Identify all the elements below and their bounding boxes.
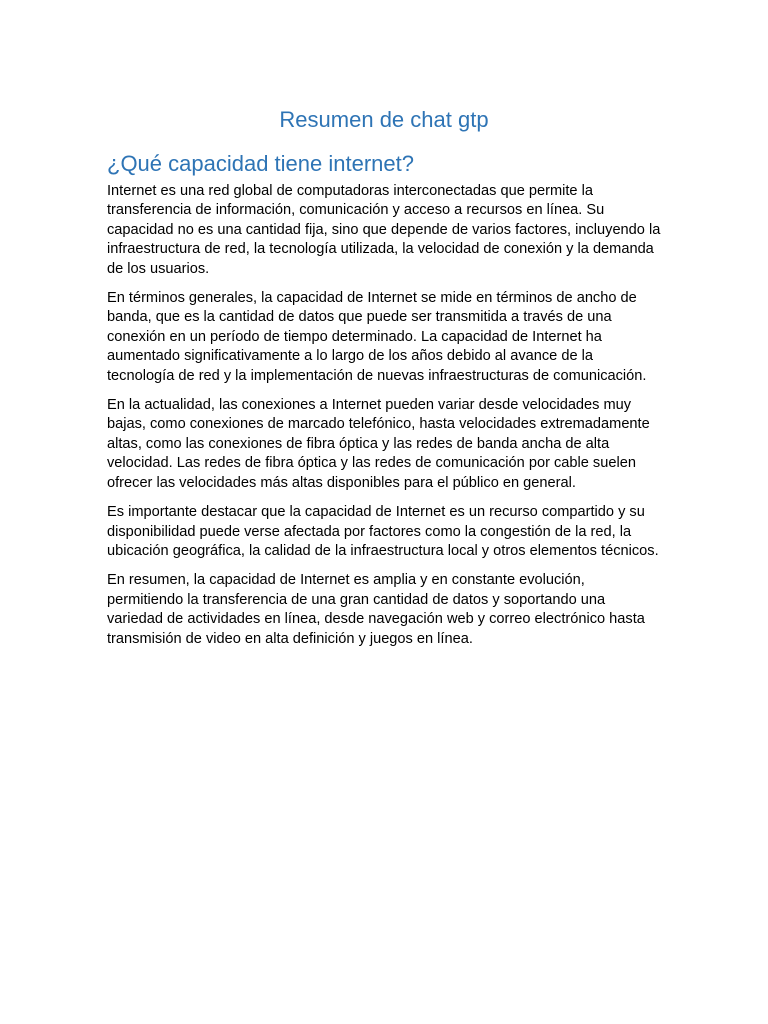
paragraph-5: En resumen, la capacidad de Internet es amplia y en constante evolución, permitiendo la transferencia de una gran cantidad de datos y soportando una variedad de actividades en línea, desde navegación web y correo electrónico hasta transmisión de video en alta definición y juegos en línea. (107, 572, 645, 647)
section-heading: ¿Qué capacidad tiene internet? (107, 151, 414, 176)
paragraph-1: Internet es una red global de computadoras interconectadas que permite la transferencia de información, comunicación y acceso a recursos en línea. Su capacidad no es una cantidad fija, sino que depende de varios factores, incluyendo la infraestructura de red, la tecnología utilizada, la velocidad de conexión y la demanda de los usuarios. (107, 183, 661, 277)
paragraph-4: Es importante destacar que la capacidad de Internet es un recurso compartido y su disponibilidad puede verse afectada por factores como la congestión de la red, la ubicación geográfica, la calidad de la infraestructura local y otros elementos técnicos. (107, 504, 659, 559)
paragraph-3: En la actualidad, las conexiones a Internet pueden variar desde velocidades muy bajas, como conexiones de marcado telefónico, hasta velocidades extremadamente altas, como las conexiones de fibra óptica y las redes de banda ancha de alta velocidad. Las redes de fibra óptica y las redes de comunicación por cable suelen ofrecer las velocidades más altas disponibles para el público en general. (107, 397, 650, 491)
paragraph-2: En términos generales, la capacidad de Internet se mide en términos de ancho de banda, que es la cantidad de datos que puede ser transmitida a través de una conexión en un período de tiempo determinado. La capacidad de Internet ha aumentado significativamente a lo largo de los años debido al avance de la tecnología de red y la implementación de nuevas infraestructuras de comunicación. (107, 290, 647, 384)
document-body (107, 150, 662, 659)
document-title: Resumen de chat gtp (279, 107, 489, 132)
